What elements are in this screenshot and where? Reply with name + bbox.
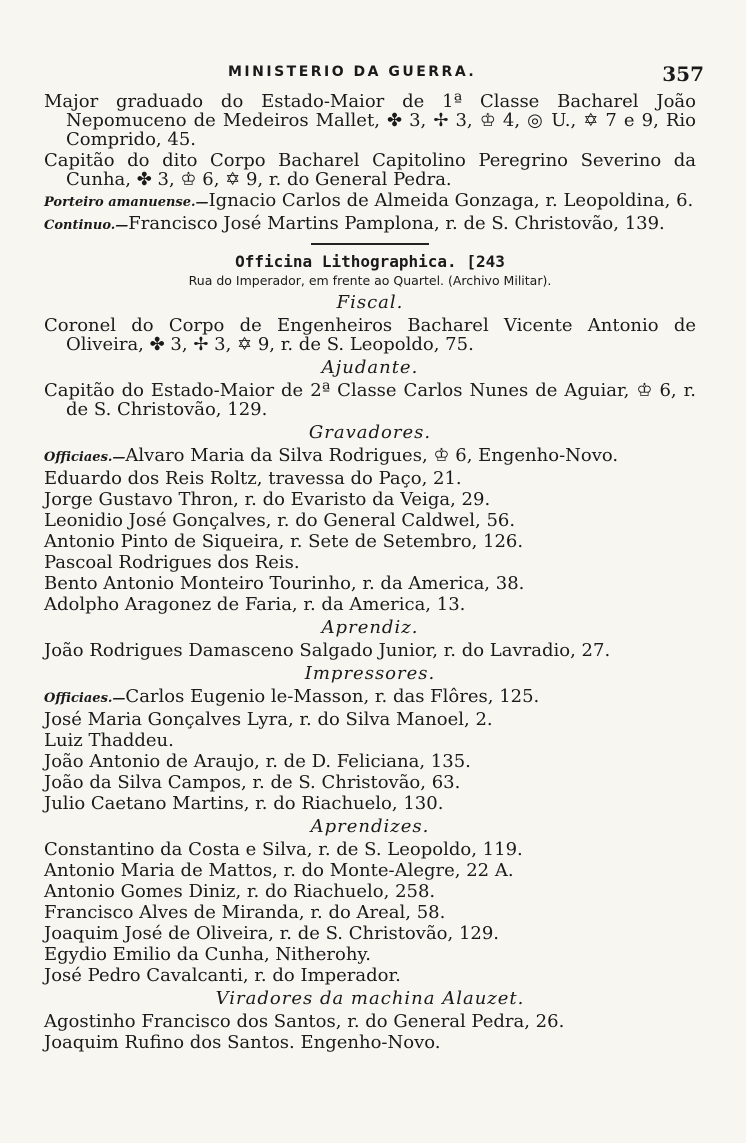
aprendizes-entry: Egydio Emilio da Cunha, Nitherohy. [44,944,371,965]
role-heading-impressores: Impressores. [304,663,436,684]
aprendizes-entry: Antonio Maria de Mattos, r. do Monte-Alegre, 22 A. [44,860,514,881]
entry-porteiro [44,191,696,212]
gravador-entry: Bento Antonio Monteiro Tourinho, r. da America, 38. [44,573,525,594]
section-address: Rua do Imperador, em frente ao Quartel. (Archivo Militar). [188,273,552,288]
entry-continuo [44,214,696,235]
page-header [0,62,746,88]
aprendizes-entry: Joaquim José de Oliveira, r. de S. Christovão, 129. [44,923,500,944]
page-content [44,92,696,1054]
continuo-label: Continuo.— [44,218,129,233]
running-title: MINISTERIO DA GUERRA. [228,64,477,80]
gravadores-officiaes-label: Officiaes.— [44,450,126,465]
gravador-entry: Leonidio José Gonçalves, r. do General Caldwel, 56. [44,510,516,531]
impressor-entry: João Antonio de Araujo, r. de D. Feliciana, 135. [44,751,471,772]
role-heading-ajudante: Ajudante. [321,357,419,378]
role-heading-fiscal: Fiscal. [336,292,404,313]
gravador-entry: Pascoal Rodrigues dos Reis. [44,552,300,573]
impressor-first: Carlos Eugenio le-Masson, r. das Flôres, 125. [125,686,540,707]
impressor-entry: José Maria Gonçalves Lyra, r. do Silva Manoel, 2. [44,709,493,730]
entry-fiscal: Coronel do Corpo de Engenheiros Bacharel Vicente Antonio de Oliveira, ✤ 3, ✢ 3, ✡ 9, r. de S. Leopoldo, 75. [44,315,696,355]
section-divider [311,243,429,245]
aprendizes-entry: Constantino da Costa e Silva, r. de S. Leopoldo, 119. [44,839,523,860]
impressor-entry: Luiz Thaddeu. [44,730,174,751]
viradores-entry: Agostinho Francisco dos Santos, r. do General Pedra, 26. [44,1011,565,1032]
section-title [44,251,696,273]
porteiro-label: Porteiro amanuense.— [44,195,209,210]
entry-impressor-officiaes [44,687,696,708]
entry-ajudante: Capitão do Estado-Maior de 2ª Classe Carlos Nunes de Aguiar, ♔ 6, r. de S. Christovão, 129. [44,380,696,420]
entry-gravador-officiaes [44,446,696,467]
continuo-text: Francisco José Martins Pamplona, r. de S. Christovão, 139. [128,213,665,234]
role-heading-viradores: Viradores da machina Alauzet. [215,988,525,1009]
entry-major-mallet: Major graduado do Estado-Maior de 1ª Classe Bacharel João Nepomuceno de Medeiros Mallet, ✤ 3, ✢ 3, ♔ 4, ◎ U., ✡ 7 e 9, Rio Comprido, 45. [44,91,696,150]
entry-capitao-capitolino: Capitão do dito Corpo Bacharel Capitolino Peregrino Severino da Cunha, ✤ 3, ♔ 6, ✡ 9, r. do General Pedra. [44,150,696,190]
aprendizes-entry: José Pedro Cavalcanti, r. do Imperador. [44,965,401,986]
viradores-entry: Joaquim Rufino dos Santos. Engenho-Novo. [44,1032,441,1053]
section-title-text: Officina Lithographica. [235,252,457,271]
section-ref: [243 [466,252,505,271]
role-heading-aprendiz: Aprendiz. [321,617,419,638]
role-heading-gravadores: Gravadores. [308,422,432,443]
role-heading-aprendizes: Aprendizes. [310,816,430,837]
impressores-officiaes-label: Officiaes.— [44,691,126,706]
porteiro-text: Ignacio Carlos de Almeida Gonzaga, r. Leopoldina, 6. [208,190,694,211]
gravador-entry: Jorge Gustavo Thron, r. do Evaristo da Veiga, 29. [44,489,491,510]
gravador-first: Alvaro Maria da Silva Rodrigues, ♔ 6, Engenho-Novo. [125,445,619,466]
aprendizes-entry: Antonio Gomes Diniz, r. do Riachuelo, 258. [44,881,436,902]
impressor-entry: João da Silva Campos, r. de S. Christovão, 63. [44,772,461,793]
gravador-entry: Adolpho Aragonez de Faria, r. da America, 13. [44,594,466,615]
aprendizes-entry: Francisco Alves de Miranda, r. do Areal, 58. [44,902,446,923]
page-number: 357 [662,62,704,86]
gravador-entry: Eduardo dos Reis Roltz, travessa do Paço, 21. [44,468,462,489]
gravador-entry: Antonio Pinto de Siqueira, r. Sete de Setembro, 126. [44,531,524,552]
entry-aprendiz: João Rodrigues Damasceno Salgado Junior, r. do Lavradio, 27. [44,640,611,661]
impressor-entry: Julio Caetano Martins, r. do Riachuelo, 130. [44,793,444,814]
